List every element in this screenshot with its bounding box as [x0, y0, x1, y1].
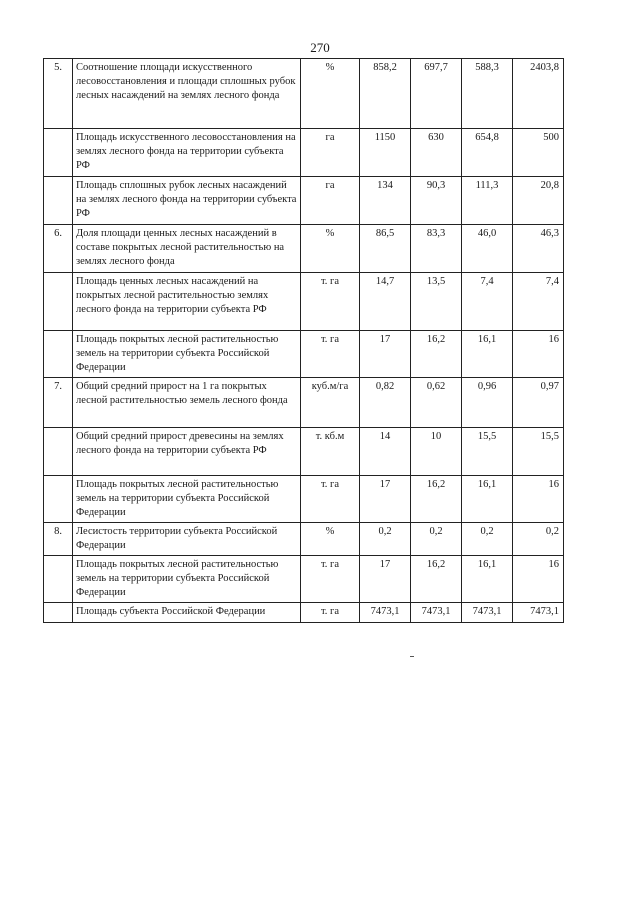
indicator-description: Лесистость территории субъекта Российской Федерации — [73, 523, 301, 556]
row-number: 8. — [44, 523, 73, 556]
indicator-description: Площадь покрытых лесной растительностью земель на территории субъекта Российской Федерации — [73, 331, 301, 378]
indicator-description: Площадь покрытых лесной растительностью земель на территории субъекта Российской Федерации — [73, 476, 301, 523]
stray-mark — [410, 656, 414, 657]
value-cell-1: 7473,1 — [360, 603, 411, 623]
value-cell-4: 15,5 — [513, 428, 564, 476]
table-row — [44, 225, 564, 273]
value-cell-1: 17 — [360, 476, 411, 523]
value-cell-2: 630 — [411, 129, 462, 177]
unit-cell: % — [301, 523, 360, 556]
table-row — [44, 476, 564, 523]
value-cell-4: 0,97 — [513, 378, 564, 428]
value-cell-1: 0,82 — [360, 378, 411, 428]
unit-cell: т. га — [301, 476, 360, 523]
page-number: 270 — [310, 40, 330, 55]
table-row — [44, 523, 564, 556]
row-number — [44, 603, 73, 623]
value-cell-1: 14,7 — [360, 273, 411, 331]
table-row — [44, 59, 564, 129]
row-number: 6. — [44, 225, 73, 273]
row-number — [44, 129, 73, 177]
table-row — [44, 603, 564, 623]
value-cell-2: 7473,1 — [411, 603, 462, 623]
value-cell-1: 0,2 — [360, 523, 411, 556]
value-cell-2: 0,2 — [411, 523, 462, 556]
table-row — [44, 129, 564, 177]
indicator-description: Площадь покрытых лесной растительностью земель на территории субъекта Российской Федерации — [73, 556, 301, 603]
row-number — [44, 556, 73, 603]
indicator-description: Площадь искусственного лесовосстановления на землях лесного фонда на территории субъекта РФ — [73, 129, 301, 177]
row-number: 5. — [44, 59, 73, 129]
value-cell-3: 16,1 — [462, 331, 513, 378]
value-cell-2: 16,2 — [411, 556, 462, 603]
value-cell-3: 7,4 — [462, 273, 513, 331]
value-cell-2: 0,62 — [411, 378, 462, 428]
value-cell-3: 0,2 — [462, 523, 513, 556]
value-cell-2: 90,3 — [411, 177, 462, 225]
value-cell-4: 500 — [513, 129, 564, 177]
value-cell-1: 14 — [360, 428, 411, 476]
indicator-description: Площадь субъекта Российской Федерации — [73, 603, 301, 623]
row-number: 7. — [44, 378, 73, 428]
value-cell-4: 16 — [513, 331, 564, 378]
unit-cell: га — [301, 129, 360, 177]
unit-cell: % — [301, 59, 360, 129]
unit-cell: куб.м/га — [301, 378, 360, 428]
indicator-description: Соотношение площади искусственного лесовосстановления и площади сплошных рубок лесных насаждений на землях лесного фонда — [73, 59, 301, 129]
indicator-description: Общий средний прирост на 1 га покрытых лесной растительностью земель лесного фонда — [73, 378, 301, 428]
indicator-description: Площадь ценных лесных насаждений на покрытых лесной растительностью землях лесного фонда на территории субъекта РФ — [73, 273, 301, 331]
indicator-description: Общий средний прирост древесины на землях лесного фонда на территории субъекта РФ — [73, 428, 301, 476]
row-number — [44, 177, 73, 225]
value-cell-3: 111,3 — [462, 177, 513, 225]
value-cell-2: 13,5 — [411, 273, 462, 331]
unit-cell: т. га — [301, 331, 360, 378]
table-row — [44, 177, 564, 225]
value-cell-4: 7473,1 — [513, 603, 564, 623]
table-row — [44, 331, 564, 378]
value-cell-3: 654,8 — [462, 129, 513, 177]
indicator-description: Доля площади ценных лесных насаждений в составе покрытых лесной растительностью на землях лесного фонда — [73, 225, 301, 273]
unit-cell: т. га — [301, 603, 360, 623]
value-cell-2: 10 — [411, 428, 462, 476]
indicator-description: Площадь сплошных рубок лесных насаждений на землях лесного фонда на территории субъекта РФ — [73, 177, 301, 225]
value-cell-2: 83,3 — [411, 225, 462, 273]
table-row — [44, 428, 564, 476]
value-cell-1: 858,2 — [360, 59, 411, 129]
row-number — [44, 476, 73, 523]
value-cell-4: 16 — [513, 476, 564, 523]
value-cell-1: 1150 — [360, 129, 411, 177]
unit-cell: % — [301, 225, 360, 273]
row-number — [44, 428, 73, 476]
value-cell-3: 588,3 — [462, 59, 513, 129]
unit-cell: га — [301, 177, 360, 225]
value-cell-4: 46,3 — [513, 225, 564, 273]
value-cell-3: 7473,1 — [462, 603, 513, 623]
unit-cell: т. га — [301, 556, 360, 603]
value-cell-3: 46,0 — [462, 225, 513, 273]
table-row — [44, 273, 564, 331]
value-cell-2: 16,2 — [411, 476, 462, 523]
table-row — [44, 556, 564, 603]
row-number — [44, 331, 73, 378]
indicators-table — [43, 58, 564, 623]
value-cell-2: 697,7 — [411, 59, 462, 129]
value-cell-4: 20,8 — [513, 177, 564, 225]
row-number — [44, 273, 73, 331]
value-cell-4: 0,2 — [513, 523, 564, 556]
value-cell-4: 2403,8 — [513, 59, 564, 129]
value-cell-2: 16,2 — [411, 331, 462, 378]
value-cell-1: 17 — [360, 556, 411, 603]
unit-cell: т. га — [301, 273, 360, 331]
value-cell-1: 17 — [360, 331, 411, 378]
value-cell-1: 134 — [360, 177, 411, 225]
value-cell-3: 15,5 — [462, 428, 513, 476]
value-cell-3: 16,1 — [462, 556, 513, 603]
value-cell-4: 16 — [513, 556, 564, 603]
unit-cell: т. кб.м — [301, 428, 360, 476]
value-cell-3: 0,96 — [462, 378, 513, 428]
value-cell-3: 16,1 — [462, 476, 513, 523]
value-cell-4: 7,4 — [513, 273, 564, 331]
table-row — [44, 378, 564, 428]
value-cell-1: 86,5 — [360, 225, 411, 273]
